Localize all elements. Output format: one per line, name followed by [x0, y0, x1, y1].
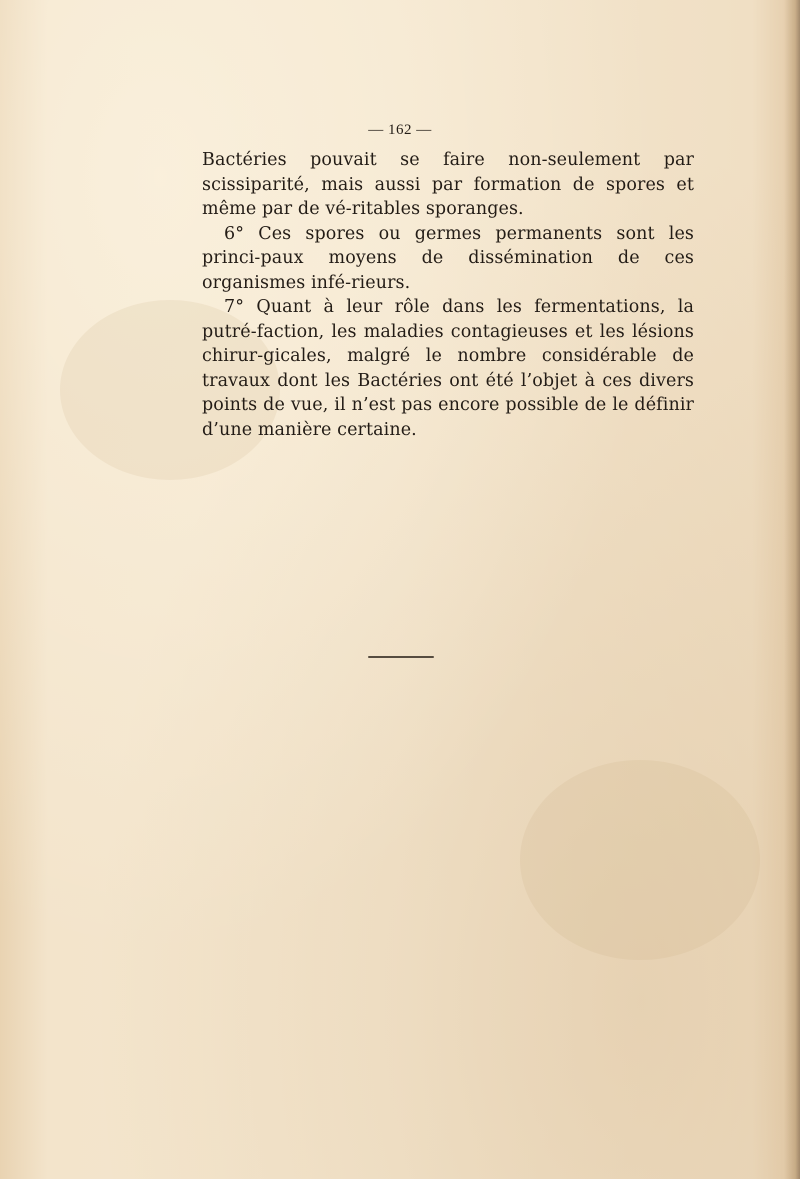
paragraph-point-6: 6° Ces spores ou germes permanents sont les princi-paux moyens de dissémination de ces organismes infé-rieurs. — [202, 223, 694, 293]
paragraph-continuation: Bactéries pouvait se faire non-seulement par scissiparité, mais aussi par formation de spores et même par de vé-ritables sporanges. — [202, 150, 694, 219]
page-edge-shadow — [784, 0, 800, 1179]
section-end-rule — [368, 656, 434, 658]
paper-stain — [520, 760, 760, 960]
page-number: — 162 — — [368, 122, 432, 138]
body-text — [202, 148, 694, 442]
paragraph-point-7: 7° Quant à leur rôle dans les fermentations, la putré-faction, les maladies contagieuses et les lésions chirur-gicales, malgré le nombre considérable de travaux dont les Bactéries ont été l’objet à ces divers points de vue, il n’est pas encore possible de le définir d’une manière certaine. — [202, 297, 694, 440]
